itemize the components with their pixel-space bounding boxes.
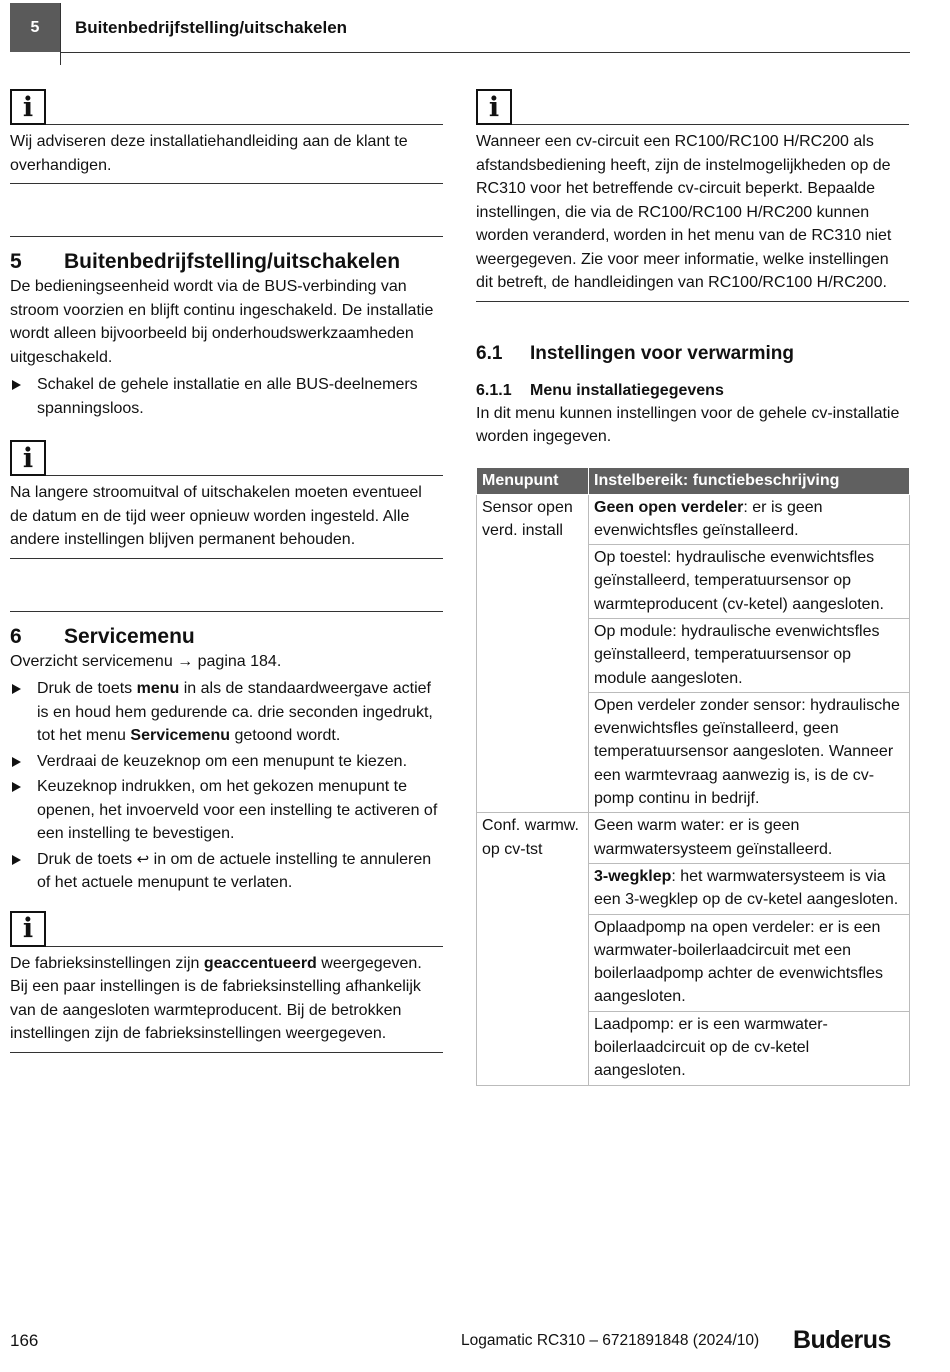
step-item: Verdraai de keuzeknop om een menupunt te kiezen. — [10, 750, 443, 774]
note-text: Wanneer een cv-circuit een RC100/RC100 H/RC200 als afstandsbediening heeft, zijn de instelmogelijkheden op de RC310 voor het betreffende cv-circuit beperkt. Bepaalde instellingen, die via de RC100/RC100 H/RC200 kunnen worden veranderd, worden in het menu van de RC310 niet weergegeven. Zie voor meer informatie, welke instellingen dit betreft, de handleidingen van RC100/RC100 H/RC200. — [476, 125, 909, 302]
column-header-menupunt: Menupunt — [477, 467, 589, 494]
arrow-right-icon: → — [177, 652, 194, 670]
info-icon: i — [476, 89, 512, 125]
page-reference: pagina 184. — [197, 652, 282, 670]
table-row — [477, 1011, 910, 1085]
overview-line — [10, 650, 443, 674]
note-text: Na langere stroomuitval of uitschakelen moeten eventueel de datum en de tijd weer opnieuw worden ingesteld. Alle andere instellingen blijven permanent behouden. — [10, 476, 443, 559]
document-reference: Logamatic RC310 – 6721891848 (2024/10) — [461, 1332, 760, 1349]
section-number: 6.1.1 — [476, 381, 512, 399]
menu-item-cell: Sensor open verd. install — [477, 494, 589, 545]
info-note — [10, 83, 443, 184]
description-cell: Op toestel: hydraulische evenwichtsfles geïnstalleerd, temperatuursensor op warmteproducent (cv-ketel) aangesloten. — [589, 545, 910, 619]
info-icon: i — [10, 89, 46, 125]
note-rule — [512, 124, 909, 125]
table-row — [477, 692, 910, 812]
chapter-number-tab: 5 — [10, 3, 60, 52]
table-row — [477, 494, 910, 545]
overview-text: Overzicht servicemenu — [10, 652, 173, 670]
description-cell: Op module: hydraulische evenwichtsfles geïnstalleerd, temperatuursensor op module aangesloten. — [589, 618, 910, 692]
table-header-row — [477, 467, 910, 494]
info-note — [10, 905, 443, 1053]
table-row — [477, 863, 910, 914]
description-cell: Open verdeler zonder sensor: hydraulische evenwichtsfles geïnstalleerd, geen temperatuursensor aangesloten. Wanneer een warmtevraag aanwezig is, is de cv-pomp continu in bedrijf. — [589, 692, 910, 812]
section-heading — [10, 611, 443, 650]
table-row — [477, 914, 910, 1011]
step-item: Druk de toets ↩ in om de actuele instelling te annuleren of het actuele menupunt te verlaten. — [10, 848, 443, 895]
step-item: Schakel de gehele installatie en alle BUS-deelnemers spanningsloos. — [10, 373, 443, 420]
back-arrow-icon: ↩ — [136, 849, 150, 868]
header-rule — [60, 52, 910, 53]
subsection-heading — [476, 342, 909, 366]
menu-item-cell — [477, 914, 589, 1011]
step-item: Druk de toets menu in als de standaardweergave actief is en houd hem gedurende ca. drie seconden ingedrukt, tot het menu Servicemenu getoond wordt. — [10, 677, 443, 748]
section-title: Buitenbedrijfstelling/uitschakelen — [64, 250, 401, 273]
section-title: Servicemenu — [64, 624, 195, 648]
description-cell: Oplaadpomp na open verdeler: er is een warmwater-boilerlaadcircuit met een boilerlaadpomp achter de evenwichtsfles aangesloten. — [589, 914, 910, 1011]
section-number: 5 — [10, 250, 22, 273]
subsubsection-heading — [476, 380, 909, 402]
step-list — [10, 373, 443, 420]
body-paragraph: De bedieningseenheid wordt via de BUS-verbinding van stroom voorzien en blijft continu ingeschakeld. De installatie wordt alleen bijvoorbeeld bij onderhoudswerkzaamheden uitgeschakeld. — [10, 278, 434, 366]
column-header-instelbereik: Instelbereik: functiebeschrijving — [589, 467, 910, 494]
step-list — [10, 677, 443, 895]
right-column — [476, 83, 909, 1086]
menu-item-cell — [477, 863, 589, 914]
note-rule — [46, 946, 443, 947]
info-icon: i — [10, 911, 46, 947]
table-row — [477, 545, 910, 619]
menu-item-cell — [477, 618, 589, 692]
buderus-logo: Buderus — [793, 1326, 891, 1354]
left-column — [10, 83, 443, 1053]
header-divider — [60, 3, 61, 65]
step-item: Keuzeknop indrukken, om het gekozen menupunt te openen, het invoerveld voor een instelling te activeren of een instelling te bevestigen. — [10, 775, 443, 846]
table-row — [477, 813, 910, 864]
section-title: Menu installatiegegevens — [530, 381, 724, 399]
menu-item-cell — [477, 1011, 589, 1085]
info-icon: i — [10, 440, 46, 476]
section-heading — [10, 236, 443, 275]
page-number: 166 — [10, 1331, 39, 1350]
description-cell: 3-wegklep: het warmwatersysteem is via een 3-wegklep op de cv-ketel aangesloten. — [589, 863, 910, 914]
settings-table — [476, 467, 910, 1086]
description-cell: Geen warm water: er is geen warmwatersysteem geïnstalleerd. — [589, 813, 910, 864]
note-rule — [46, 124, 443, 125]
note-text: Wij adviseren deze installatiehandleiding aan de klant te overhandigen. — [10, 125, 443, 184]
description-cell: Laadpomp: er is een warmwater-boilerlaadcircuit op de cv-ketel aangesloten. — [589, 1011, 910, 1085]
section-number: 6.1 — [476, 342, 503, 364]
description-cell: Geen open verdeler: er is geen evenwichtsfles geïnstalleerd. — [589, 494, 910, 545]
menu-item-cell — [477, 692, 589, 812]
table-row — [477, 618, 910, 692]
running-header-title: Buitenbedrijfstelling/uitschakelen — [75, 18, 348, 37]
note-rule — [46, 475, 443, 476]
info-note — [476, 83, 909, 302]
info-note — [10, 434, 443, 559]
menu-item-cell — [477, 545, 589, 619]
section-number: 6 — [10, 624, 22, 648]
section-title: Instellingen voor verwarming — [530, 342, 794, 364]
menu-item-cell: Conf. warmw. op cv-tst — [477, 813, 589, 864]
body-paragraph: In dit menu kunnen instellingen voor de gehele cv-installatie worden ingegeven. — [476, 404, 900, 445]
note-text: De fabrieksinstellingen zijn geaccentueerd weergegeven. Bij een paar instellingen is de fabrieksinstelling afhankelijk van de aangesloten warmteproducent. Bij de betrokken instellingen zijn de fabrieksinstellingen weergegeven. — [10, 947, 443, 1053]
